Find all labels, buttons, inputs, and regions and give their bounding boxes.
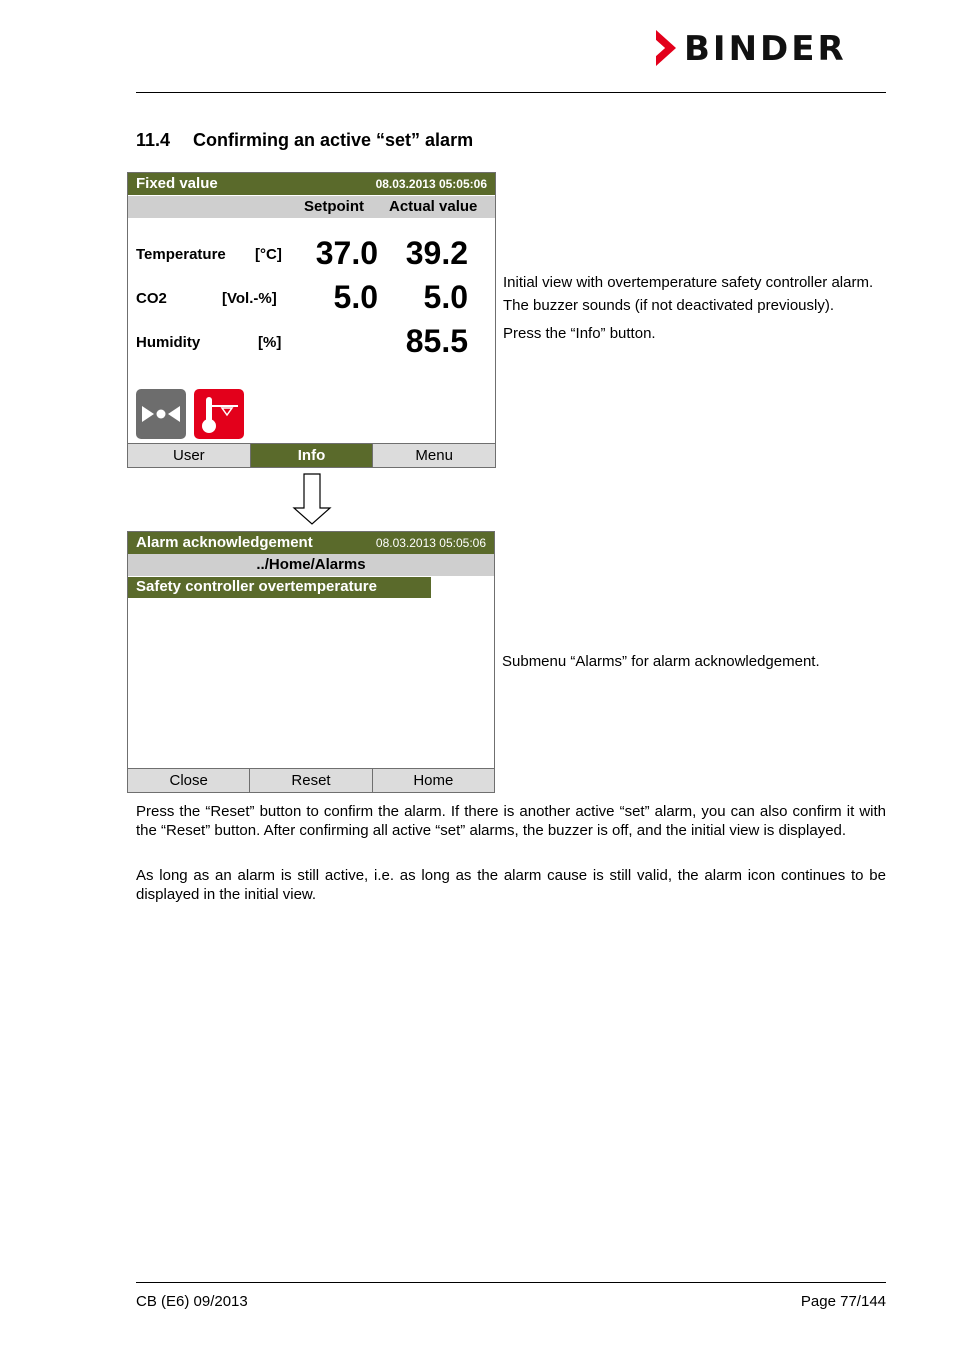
binder-logo-mark-icon [654, 30, 678, 66]
footer-rule [136, 1282, 886, 1283]
column-header-bar [128, 196, 495, 218]
description-line-2: The buzzer sounds (if not deactivated previously). [503, 297, 835, 314]
down-arrow-icon [292, 473, 332, 525]
section-heading [136, 130, 473, 151]
co2-actual: 5.0 [423, 279, 468, 315]
co2-unit: [Vol.-%] [222, 290, 277, 307]
actual-value-column-header: Actual value [389, 198, 478, 215]
close-button[interactable]: Close [128, 768, 250, 792]
co2-label: CO2 [136, 290, 167, 307]
home-button[interactable]: Home [373, 768, 494, 792]
breadcrumb-path: ../Home/Alarms [256, 556, 366, 573]
user-button[interactable]: User [128, 443, 251, 467]
screen1-description [503, 273, 883, 343]
screen-title: Fixed value [136, 175, 218, 192]
brand-name: BINDER [684, 29, 847, 69]
menu-button[interactable]: Menu [373, 443, 495, 467]
humidity-actual: 85.5 [405, 323, 468, 359]
screen-datetime: 08.03.2013 05:05:06 [375, 177, 487, 191]
body-paragraph-1: Press the “Reset” button to confirm the alarm. If there is another active “set” alarm, you can also confirm it with the “Reset” button. After confirming all active “set” alarms, the buzzer is off, and the initial view is displayed. [136, 803, 886, 839]
section-number: 11.4 [136, 130, 171, 150]
footer-document-id: CB (E6) 09/2013 [136, 1293, 248, 1310]
section-title: Confirming an active “set” alarm [193, 130, 474, 150]
alarm-item-label: Safety controller overtemperature [136, 578, 377, 595]
info-button[interactable]: Info [251, 443, 374, 467]
reset-button[interactable]: Reset [250, 768, 372, 792]
humidity-label: Humidity [136, 334, 201, 351]
temperature-alarm-icon[interactable] [194, 389, 244, 439]
binder-logo [654, 29, 886, 69]
alarm-acknowledgement-screen [127, 531, 495, 793]
screen2-description: Submenu “Alarms” for alarm acknowledgement. [502, 653, 820, 670]
screen-title-bar [128, 173, 495, 195]
co2-setpoint: 5.0 [333, 279, 378, 315]
header-rule [136, 92, 886, 93]
body-paragraph-2: As long as an alarm is still active, i.e. as long as the alarm cause is still valid, the alarm icon continues to be displayed in the initial view. [136, 867, 886, 903]
screen-title-bar [128, 532, 494, 554]
breadcrumb [128, 554, 494, 576]
fixed-value-screen [127, 172, 496, 468]
temperature-unit: [°C] [255, 246, 282, 263]
description-line-1: Initial view with overtemperature safety controller alarm. [503, 274, 874, 291]
screen-title: Alarm acknowledgement [136, 534, 313, 551]
temperature-setpoint: 37.0 [315, 235, 378, 271]
humidity-unit: [%] [258, 334, 282, 351]
temperature-actual: 39.2 [405, 235, 468, 271]
screen2-button-bar [128, 768, 494, 792]
temperature-label: Temperature [136, 246, 226, 263]
description-line-3: Press the “Info” button. [503, 325, 656, 342]
screen-datetime: 08.03.2013 05:05:06 [375, 536, 486, 550]
alarm-list-item[interactable] [128, 577, 431, 598]
footer-page-number: Page 77/144 [800, 1293, 886, 1310]
setpoint-column-header: Setpoint [304, 198, 364, 215]
screen1-button-bar [128, 443, 495, 467]
buzzer-icon[interactable] [136, 389, 186, 439]
